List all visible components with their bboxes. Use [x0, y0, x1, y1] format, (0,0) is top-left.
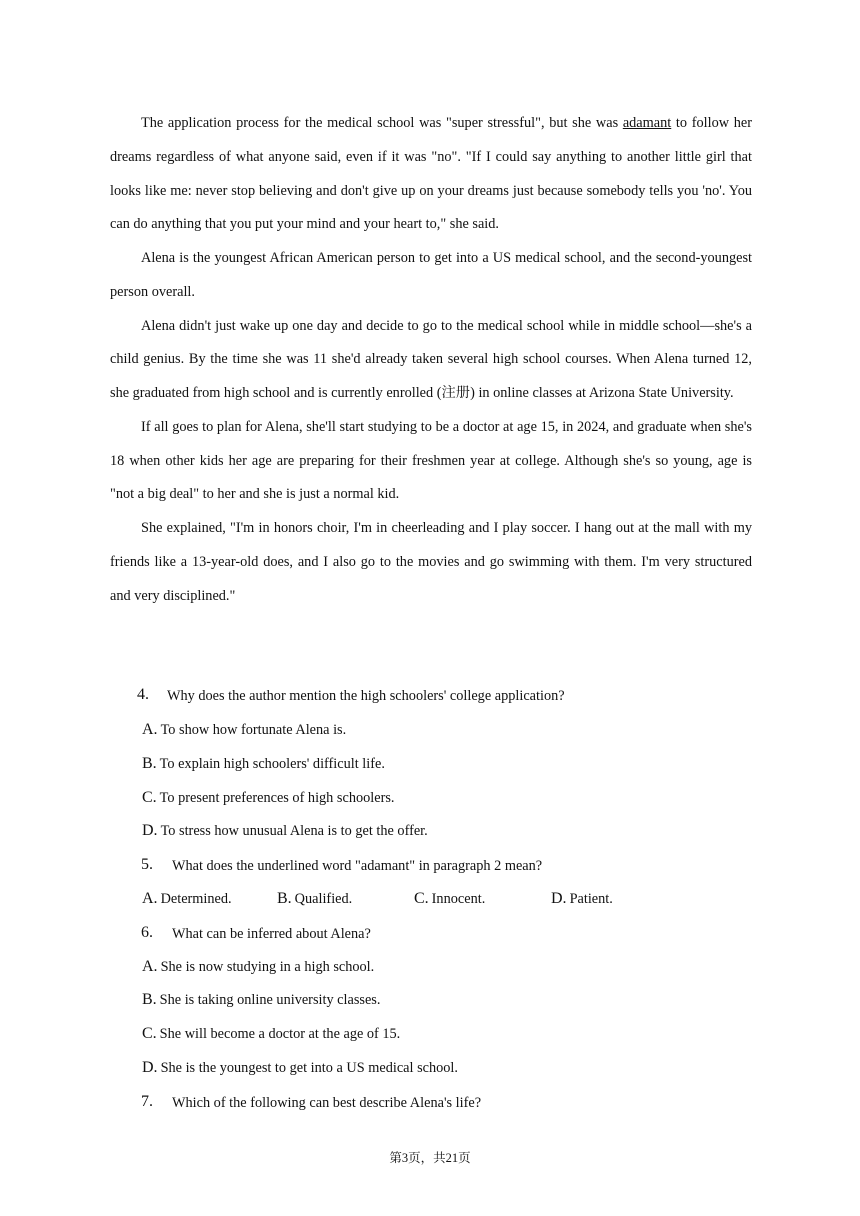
paragraph-4: If all goes to plan for Alena, she'll start studying to be a doctor at age 15, in 2024, and graduate when she's 18 when other kids her age are preparing for their freshmen year at college. Although she's so young, age is "not a big deal" to her and she is just a normal kid. — [110, 418, 752, 503]
option-text: To show how fortunate Alena is. — [160, 722, 347, 738]
option-c — [414, 890, 485, 908]
paragraph-1-before: The application process for the medical school was "super stressful", but she was — [141, 115, 623, 131]
option-b — [142, 755, 385, 773]
option-letter: D. — [551, 890, 567, 907]
option-text: To stress how unusual Alena is to get the offer. — [160, 823, 428, 839]
option-b — [142, 991, 380, 1009]
option-text: Qualified. — [294, 891, 353, 907]
option-text: Patient. — [569, 891, 613, 907]
paragraph-3: Alena didn't just wake up one day and decide to go to the medical school while in middle school—she's a child genius. By the time she was 11 she'd already taken several high school courses. When Alena turned 12, she graduated from high school and is currently enrolled (注册) in online classes at Arizona State University. — [110, 317, 752, 401]
option-text: She is taking online university classes. — [159, 992, 381, 1008]
option-letter: A. — [142, 890, 158, 907]
option-a — [142, 958, 374, 976]
question-number: 5. — [141, 856, 153, 873]
paragraph-1-after: to follow her dreams regardless of what anyone said, even if it was "no". "If I could say anything to another little girl that looks like me: never stop believing and don't give up on your dreams just because somebody tells you 'no'. You can do anything that you put your mind and your heart to," she said. — [110, 115, 752, 233]
option-a — [142, 890, 232, 908]
question-text: What does the underlined word "adamant" in paragraph 2 mean? — [172, 858, 543, 874]
option-letter: C. — [142, 789, 157, 806]
option-letter: D. — [142, 1059, 158, 1076]
option-text: She is the youngest to get into a US medical school. — [160, 1060, 458, 1076]
option-b — [277, 890, 352, 908]
option-text: She is now studying in a high school. — [160, 959, 375, 975]
option-letter: B. — [142, 755, 157, 772]
option-letter: A. — [142, 721, 158, 738]
underlined-word: adamant — [622, 115, 672, 131]
paragraph-1 — [110, 107, 752, 242]
question-number: 7. — [141, 1093, 153, 1110]
question-text: Which of the following can best describe Alena's life? — [172, 1095, 482, 1111]
option-text: To explain high schoolers' difficult life. — [159, 756, 385, 772]
paragraph-5: She explained, "I'm in honors choir, I'm in cheerleading and I play soccer. I hang out at the mall with my friends like a 13-year-old does, and I also go to the movies and go swimming with them. I'm very structured and very disciplined." — [110, 520, 752, 604]
option-text: She will become a doctor at the age of 15. — [159, 1026, 401, 1042]
option-d — [551, 890, 613, 908]
question-text: Why does the author mention the high schoolers' college application? — [167, 688, 565, 704]
paragraph-2: Alena is the youngest African American person to get into a US medical school, and the second-youngest person overall. — [110, 250, 752, 300]
option-a — [142, 721, 346, 739]
question-number: 6. — [141, 924, 153, 941]
option-letter: D. — [142, 822, 158, 839]
option-letter: A. — [142, 958, 158, 975]
option-letter: B. — [142, 991, 157, 1008]
option-letter: C. — [142, 1025, 157, 1042]
question-number: 4. — [137, 686, 149, 703]
reading-passage — [110, 107, 752, 613]
option-text: To present preferences of high schoolers. — [159, 790, 395, 806]
option-d — [142, 1059, 458, 1077]
option-d — [142, 822, 428, 840]
option-text: Determined. — [160, 891, 232, 907]
question-text: What can be inferred about Alena? — [172, 926, 371, 942]
option-letter: B. — [277, 890, 292, 907]
option-letter: C. — [414, 890, 429, 907]
page-footer: 第3页，共21页 — [389, 1151, 471, 1165]
option-c — [142, 1025, 400, 1043]
option-text: Innocent. — [431, 891, 486, 907]
option-c — [142, 789, 394, 807]
